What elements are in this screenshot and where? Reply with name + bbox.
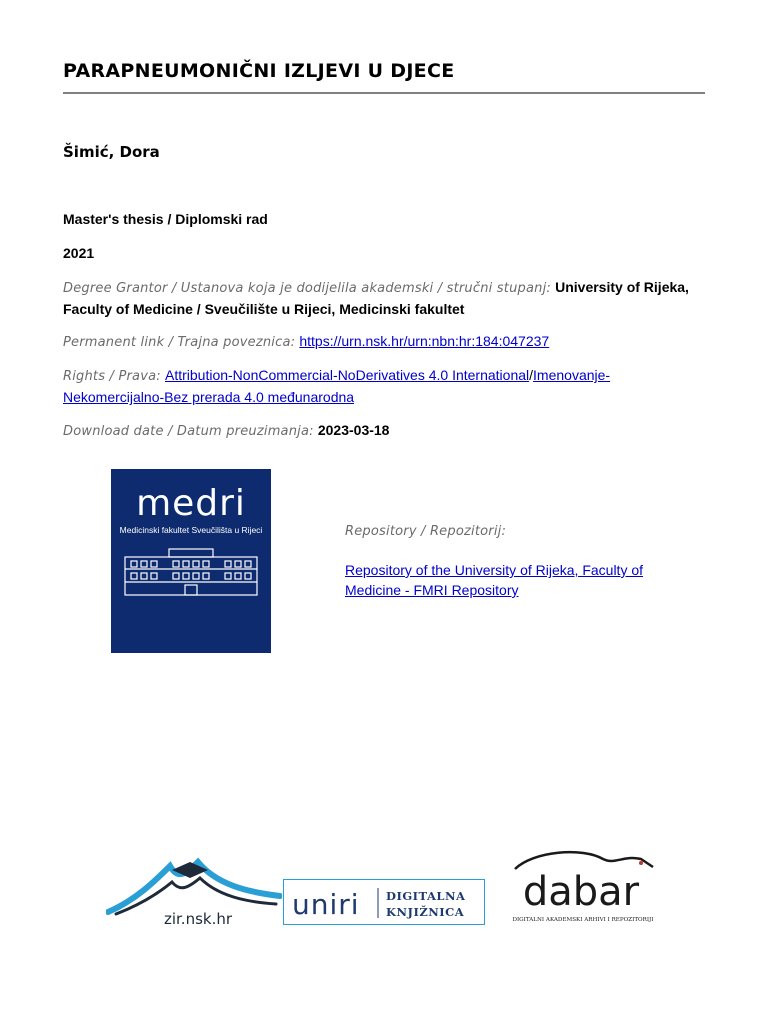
uniri-logo [283, 879, 485, 925]
dabar-wordmark: dabar [522, 869, 640, 915]
beaver-icon [515, 852, 653, 869]
medri-wordmark: MEDRI [136, 483, 246, 524]
repository-link-wrap [345, 560, 665, 600]
repository-label: Repository / Repozitorij: [345, 524, 507, 539]
document-title: PARAPNEUMONIČNI IZLJEVI U DJECE [63, 60, 455, 82]
zir-label: zir.nsk.hr [163, 910, 233, 928]
zir-logo [106, 840, 282, 930]
medri-logo-graphic [111, 469, 271, 653]
author-name: Šimić, Dora [63, 143, 160, 161]
rights-label: Rights / Prava: [63, 369, 161, 384]
degree-grantor-row [63, 277, 703, 321]
degree-grantor-value: University of Rijeka, Faculty of Medicine / Sveučilište u Rijeci, Medicinski fakultet [63, 279, 689, 317]
title-divider [63, 92, 705, 94]
degree-grantor-label: Degree Grantor / Ustanova koja je dodijelila akademski / stručni stupanj: [63, 281, 551, 296]
download-date-value: 2023-03-18 [317, 422, 390, 438]
uniri-line1: DIGITALNA [386, 889, 466, 903]
download-date-label: Download date / Datum preuzimanja: [63, 424, 314, 439]
download-date-row [63, 420, 703, 442]
uniri-wordmark: UNIRI [292, 888, 360, 921]
permanent-link-label: Permanent link / Trajna poveznica: [63, 335, 296, 350]
permanent-link[interactable]: https://urn.nsk.hr/urn:nbn:hr:184:047237 [299, 333, 550, 349]
uniri-logo-graphic [284, 880, 484, 924]
rights-link-en[interactable]: Attribution-NonCommercial-NoDerivatives 4.0 International [164, 367, 530, 383]
rights-link-hr[interactable]: Imenovanje-Nekomercijalno-Bez prerada 4.0 međunarodna [63, 367, 611, 405]
uniri-line2: KNJIŽNICA [386, 905, 465, 919]
medri-subtitle: Medicinski fakultet Sveučilišta u Rijeci [119, 525, 263, 535]
medri-logo [111, 469, 271, 653]
thesis-type: Master's thesis / Diplomski rad [63, 211, 268, 227]
thesis-year: 2021 [63, 245, 95, 261]
dabar-subtitle: DIGITALNI AKADEMSKI ARHIVI I REPOZITORIJI [512, 917, 654, 923]
dabar-logo [503, 845, 663, 925]
repository-link[interactable]: Repository of the University of Rijeka, Faculty of Medicine - FMRI Repository [345, 562, 644, 598]
permanent-link-row [63, 331, 703, 353]
dabar-logo-graphic [503, 845, 663, 925]
rights-row [63, 365, 703, 409]
building-icon [125, 549, 257, 595]
rights-separator: / [529, 367, 534, 383]
zir-mountain-icon [106, 840, 282, 930]
